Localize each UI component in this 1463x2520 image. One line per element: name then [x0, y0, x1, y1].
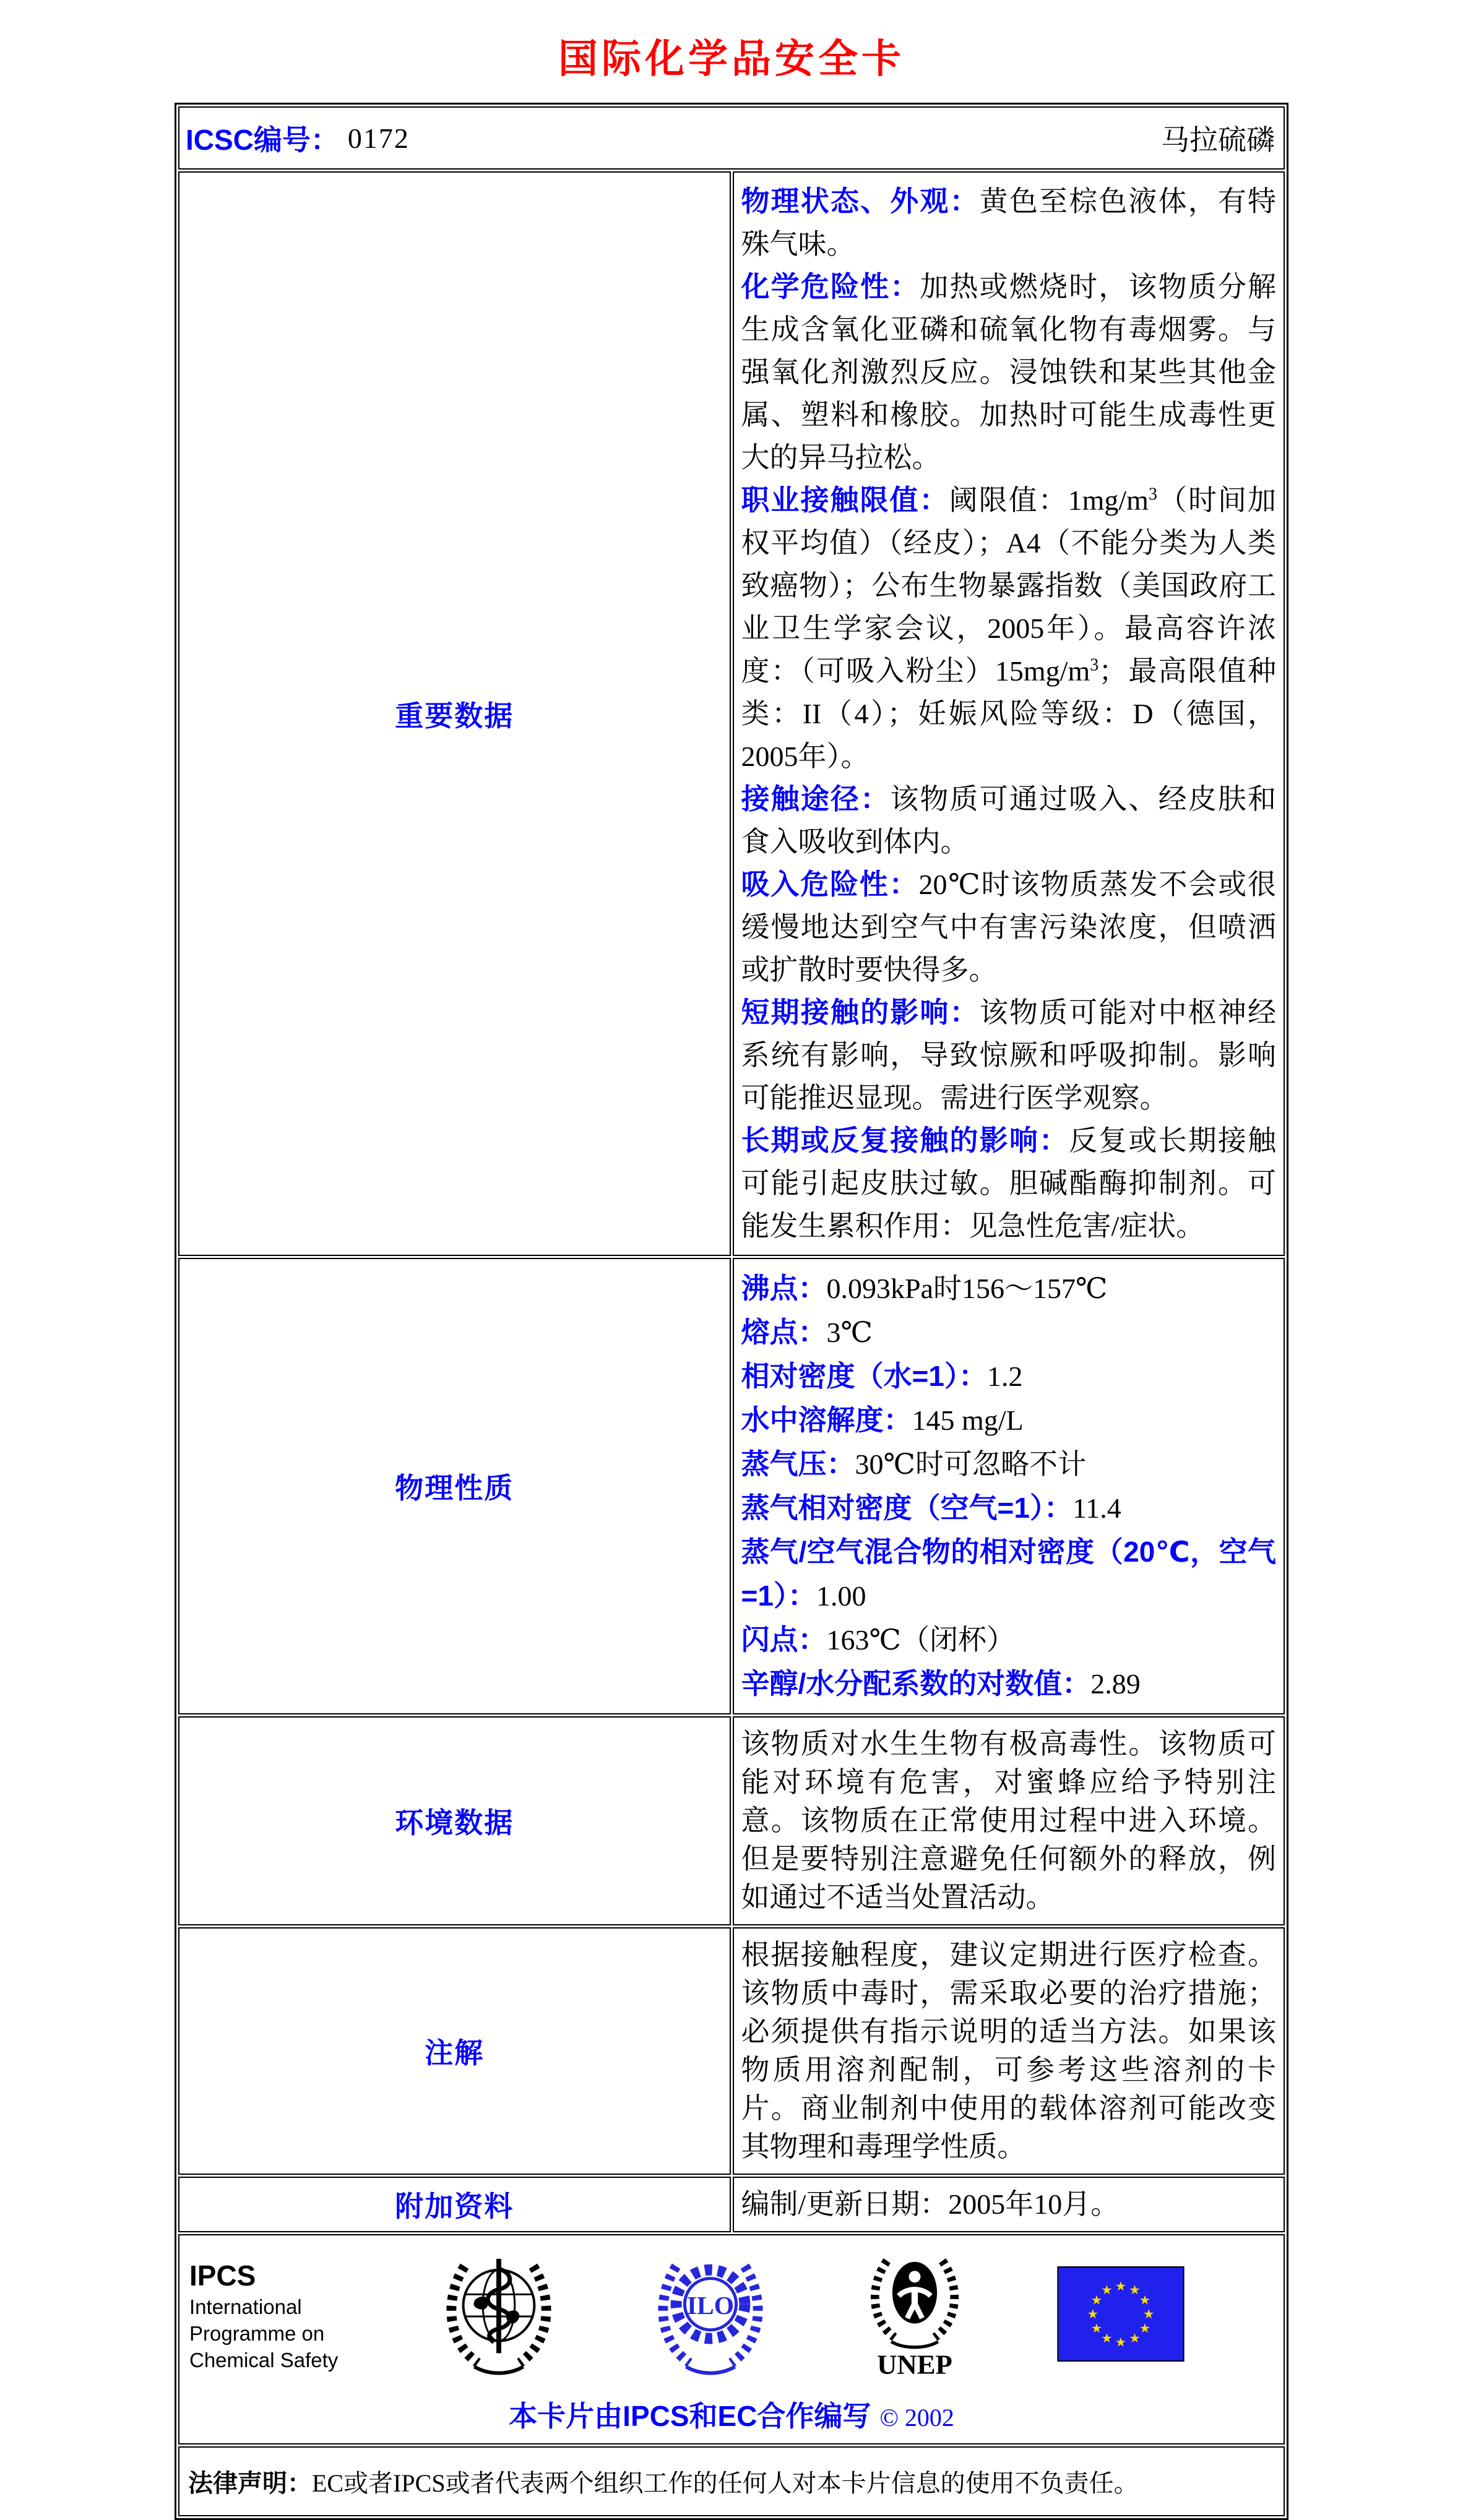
- field-inhalation-risk-label: 吸入危险性：: [741, 868, 919, 900]
- header-cell: [178, 106, 1285, 170]
- notes-text: 根据接触程度，建议定期进行医疗检查。该物质中毒时，需采取必要的治疗措施；必须提供有指示说明的适当方法。如果该物质用溶剂配制，可参考这些溶剂的卡片。商业制剂中使用的载体溶剂可能改变其物理和毒理学性质。: [741, 1939, 1276, 2162]
- important-data-row: [178, 171, 1285, 1256]
- icsc-number-label: ICSC编号：: [186, 124, 339, 156]
- field-oel-text1: 阈限值：1mg/m: [949, 484, 1149, 516]
- svg-text:★: ★: [1101, 2283, 1113, 2297]
- icsc-number-value: 0172: [347, 122, 410, 154]
- footer-cell: [178, 2234, 1285, 2445]
- section-label-physical: 物理性质: [178, 1258, 731, 1714]
- legal-row: [178, 2446, 1285, 2516]
- physical-properties-row: [178, 1258, 1285, 1714]
- property-value: 145 mg/L: [912, 1404, 1024, 1436]
- property-melting-point: [741, 1310, 1277, 1354]
- ilo-letters: ILO: [686, 2290, 735, 2320]
- notes-content: [733, 1927, 1285, 2175]
- property-label: 辛醇/水分配系数的对数值：: [741, 1667, 1091, 1700]
- ipcs-line: Programme on: [189, 2321, 325, 2345]
- icsc-card-table: [175, 103, 1288, 2520]
- field-chemical-danger: [741, 265, 1277, 479]
- svg-text:★: ★: [1129, 2331, 1141, 2346]
- footer-caption-text: 本卡片由IPCS和EC合作编写: [509, 2400, 871, 2432]
- section-label-additional: 附加资料: [178, 2177, 731, 2232]
- section-label-important: 重要数据: [178, 171, 731, 1256]
- field-chemical-danger-text: 加热或燃烧时，该物质分解生成含氧化亚磷和硫氧化物有毒烟雾。与强氧化剂激烈反应。浸蚀铁和某些其他金属、塑料和橡胶。加热时可能生成毒性更大的异马拉松。: [741, 271, 1277, 473]
- property-boiling-point: [741, 1266, 1277, 1310]
- field-inhalation-risk: [741, 863, 1277, 991]
- section-label-notes: 注解: [178, 1927, 731, 2175]
- property-value: 3℃: [826, 1317, 873, 1348]
- page-title: 国际化学品安全卡: [558, 37, 905, 81]
- header-row: [178, 106, 1285, 170]
- property-value: 30℃时可忽略不计: [855, 1448, 1086, 1480]
- eu-flag-icon: [1057, 2266, 1185, 2365]
- environmental-data-content: [733, 1716, 1285, 1925]
- svg-text:★: ★: [1139, 2294, 1151, 2308]
- field-long-term-effects-label: 长期或反复接触的影响：: [741, 1124, 1069, 1156]
- legal-text: EC或者IPCS或者代表两个组织工作的任何人对本卡片信息的使用不负责任。: [312, 2469, 1139, 2497]
- additional-info-text: 编制/更新日期：2005年10月。: [741, 2188, 1120, 2220]
- property-value: 11.4: [1072, 1492, 1121, 1524]
- who-logo-icon: [438, 2248, 560, 2383]
- property-vapor-air-mixture-density: [741, 1530, 1277, 1618]
- chemical-name: 马拉硫磷: [1161, 124, 1275, 156]
- footer-caption: [179, 2394, 1284, 2435]
- logo-row: [179, 2248, 1284, 2383]
- additional-info-content: [733, 2177, 1285, 2232]
- unep-logo-icon: [861, 2248, 968, 2383]
- environmental-data-row: [178, 1716, 1285, 1925]
- field-short-term-effects-text: 该物质可能对中枢神经系统有影响，导致惊厥和呼吸抑制。影响可能推迟显现。需进行医学观察。: [741, 997, 1277, 1114]
- svg-text:★: ★: [1115, 2335, 1127, 2349]
- ipcs-acronym: IPCS: [189, 2259, 256, 2292]
- property-label: 蒸气相对密度（空气=1）：: [741, 1492, 1072, 1524]
- property-label: 蒸气/空气混合物的相对密度（20℃，空气=1）：: [741, 1536, 1276, 1612]
- field-physical-state-text: 黄色至棕色液体，有特殊气味。: [741, 186, 1277, 260]
- header-flex: [186, 118, 1277, 158]
- field-chemical-danger-label: 化学危险性：: [741, 270, 920, 303]
- ipcs-line: Chemical Safety: [189, 2348, 339, 2372]
- property-label: 水中溶解度：: [741, 1404, 912, 1436]
- svg-text:★: ★: [1129, 2283, 1141, 2297]
- property-value: 1.00: [816, 1580, 866, 1612]
- property-label: 沸点：: [741, 1272, 827, 1304]
- property-label: 闪点：: [741, 1623, 827, 1656]
- field-occupational-exposure-limits: [741, 479, 1277, 778]
- ipcs-text-block: [189, 2258, 348, 2373]
- field-exposure-routes: [741, 778, 1277, 863]
- legal-cell: [178, 2446, 1285, 2516]
- svg-text:★: ★: [1090, 2294, 1103, 2308]
- property-water-solubility: [741, 1398, 1277, 1442]
- field-physical-state-label: 物理状态、外观：: [741, 185, 980, 217]
- property-vapor-relative-density: [741, 1486, 1277, 1530]
- important-data-content: [733, 171, 1285, 1256]
- field-oel-text3: ；最高限值种类：II（4）；妊娠风险等级：D（德国，2005年）。: [741, 655, 1277, 772]
- field-inhalation-risk-text: 20℃时该物质蒸发不会或很缓慢地达到空气中有害污染浓度，但喷洒或扩散时要快得多。: [741, 869, 1276, 986]
- additional-info-row: [178, 2177, 1285, 2232]
- svg-text:★: ★: [1142, 2307, 1155, 2321]
- field-physical-state: [741, 180, 1277, 265]
- svg-text:★: ★: [1090, 2321, 1103, 2336]
- property-value: 2.89: [1090, 1668, 1141, 1700]
- property-value: 1.2: [986, 1361, 1023, 1392]
- superscript: 3: [1148, 484, 1157, 504]
- svg-text:★: ★: [1087, 2307, 1099, 2321]
- footer-copyright: © 2002: [879, 2404, 954, 2432]
- superscript: 3: [1090, 655, 1099, 675]
- footer-row: [178, 2234, 1285, 2445]
- environmental-data-text: 该物质对水生生物有极高毒性。该物质可能对环境有危害，对蜜蜂应给予特别注意。该物质在正常使用过程中进入环境。但是要特别注意避免任何额外的释放，例如通过不适当处置活动。: [741, 1728, 1276, 1913]
- property-value: 0.093kPa时156～157℃: [826, 1273, 1108, 1304]
- property-label: 蒸气压：: [741, 1448, 855, 1480]
- ilo-logo-icon: [649, 2248, 772, 2383]
- svg-text:★: ★: [1115, 2279, 1127, 2294]
- field-short-term-effects: [741, 991, 1277, 1119]
- field-exposure-routes-label: 接触途径：: [741, 783, 891, 815]
- property-label: 相对密度（水=1）：: [741, 1360, 987, 1392]
- property-relative-density: [741, 1354, 1277, 1398]
- property-value: 163℃（闭杯）: [826, 1624, 1015, 1656]
- section-label-environment: 环境数据: [178, 1716, 731, 1925]
- field-long-term-effects-text: 反复或长期接触可能引起皮肤过敏。胆碱酯酶抑制剂。可能发生累积作用：见急性危害/症状。: [741, 1125, 1277, 1242]
- property-label: 熔点：: [741, 1316, 827, 1348]
- field-long-term-effects: [741, 1119, 1277, 1247]
- legal-label: 法律声明：: [188, 2470, 312, 2497]
- property-vapor-pressure: [741, 1442, 1277, 1486]
- field-oel-text2: （时间加权平均值）（经皮）；A4（不能分类为人类致癌物）；公布生物暴露指数（美国政府工业卫生学家会议，2005年）。最高容许浓度：（可吸入粉尘）15mg/m: [741, 484, 1277, 687]
- field-short-term-effects-label: 短期接触的影响：: [741, 996, 980, 1028]
- unep-label: UNEP: [876, 2348, 952, 2380]
- svg-text:★: ★: [1139, 2321, 1151, 2336]
- property-octanol-water-partition: [741, 1662, 1277, 1706]
- svg-text:★: ★: [1101, 2331, 1113, 2346]
- property-flash-point: [741, 1618, 1277, 1662]
- ipcs-line: International: [189, 2295, 302, 2318]
- physical-properties-content: [733, 1258, 1285, 1714]
- notes-row: [178, 1927, 1285, 2175]
- field-oel-label: 职业接触限值：: [741, 484, 949, 516]
- field-exposure-routes-text: 该物质可通过吸入、经皮肤和食入吸收到体内。: [741, 783, 1277, 858]
